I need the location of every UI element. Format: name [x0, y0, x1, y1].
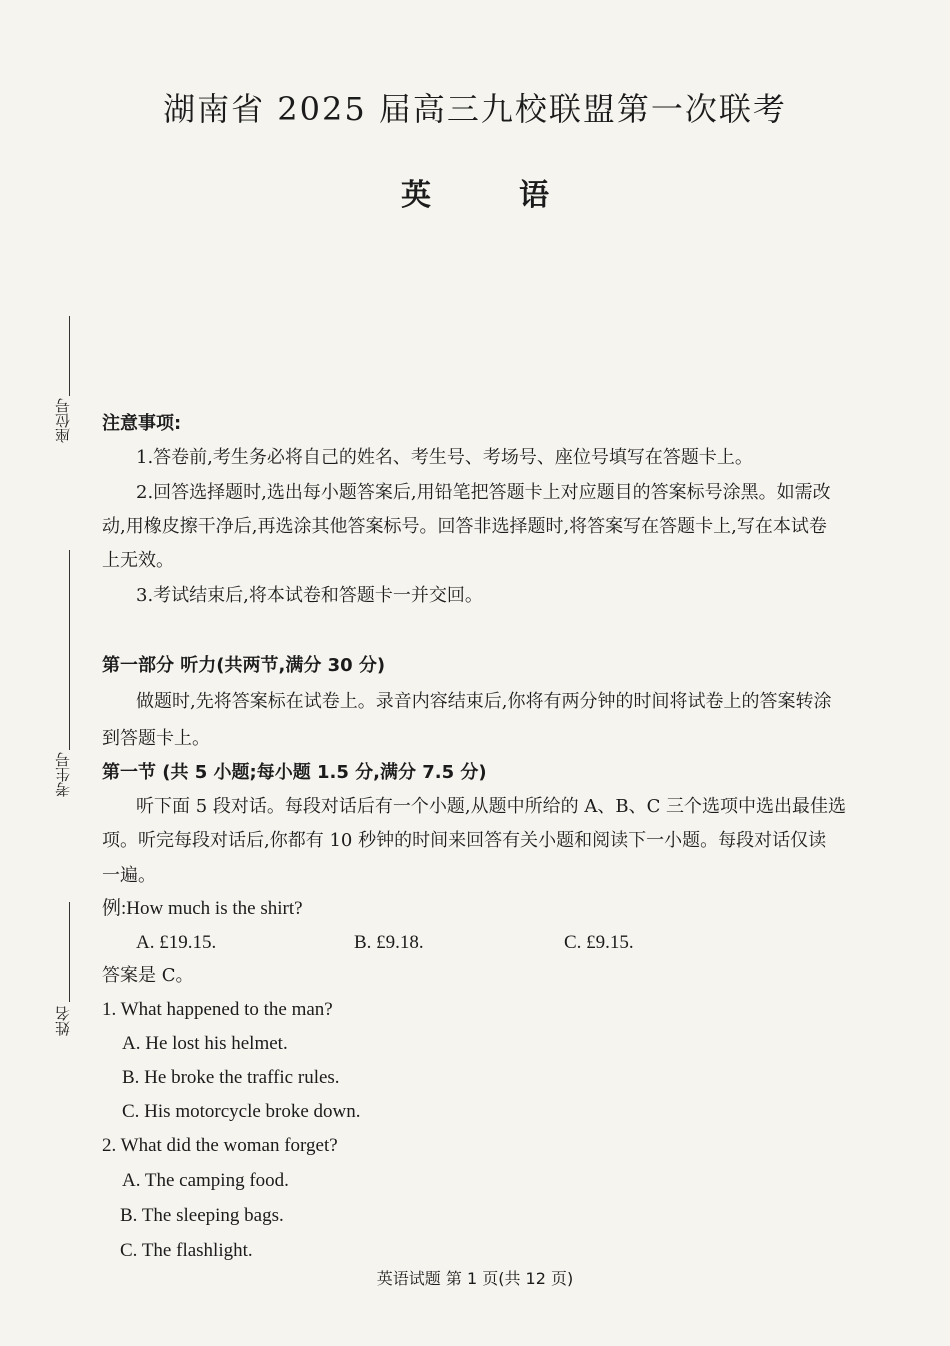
candidate-number-line: [69, 550, 70, 750]
question-2-option-c: C. The flashlight.: [120, 1240, 253, 1261]
part1-intro-line-1: 做题时,先将答案标在试卷上。录音内容结束后,你将有两分钟的时间将试卷上的答案转涂: [136, 691, 832, 712]
candidate-number-label: 考生号: [54, 752, 72, 797]
question-1-option-a: A. He lost his helmet.: [122, 1033, 288, 1054]
notice-item-1: 1.答卷前,考生务必将自己的姓名、考生号、考场号、座位号填写在答题卡上。: [136, 447, 753, 468]
part1-heading: 第一部分 听力(共两节,满分 30 分): [102, 655, 386, 676]
section1-intro-line-1: 听下面 5 段对话。每段对话后有一个小题,从题中所给的 A、B、C 三个选项中选出最佳选: [136, 796, 847, 817]
notice-heading: 注意事项:: [102, 413, 182, 434]
seat-number-line: [69, 316, 70, 396]
question-2-option-b: B. The sleeping bags.: [120, 1205, 284, 1226]
section1-intro-line-2: 项。听完每段对话后,你都有 10 秒钟的时间来回答有关小题和阅读下一小题。每段对话仅读: [102, 830, 827, 851]
subject-char-1: 英: [401, 178, 431, 213]
section1-intro-line-3: 一遍。: [102, 865, 156, 886]
question-1-option-c: C. His motorcycle broke down.: [122, 1101, 361, 1122]
example-question: 例:How much is the shirt?: [102, 898, 303, 919]
subject-char-2: 语: [519, 178, 549, 213]
notice-item-3: 3.考试结束后,将本试卷和答题卡一并交回。: [136, 585, 483, 606]
notice-item-2-line-2: 动,用橡皮擦干净后,再选涂其他答案标号。回答非选择题时,将答案写在答题卡上,写在本试卷: [102, 516, 827, 537]
name-line: [69, 902, 70, 1002]
notice-item-2-line-3: 上无效。: [102, 550, 174, 571]
subject-heading: [0, 170, 950, 214]
name-label: 姓名: [54, 1006, 72, 1036]
seat-number-label: 座位号: [54, 398, 72, 443]
example-option-b: B. £9.18.: [354, 932, 424, 953]
example-answer: 答案是 C。: [102, 965, 194, 986]
page-footer: 英语试题 第 1 页(共 12 页): [376, 1269, 574, 1288]
question-1-option-b: B. He broke the traffic rules.: [122, 1067, 340, 1088]
section1-heading: 第一节 (共 5 小题;每小题 1.5 分,满分 7.5 分): [102, 762, 487, 783]
question-2-option-a: A. The camping food.: [122, 1170, 289, 1191]
exam-title: 湖南省 2025 届高三九校联盟第一次联考: [163, 90, 787, 128]
part1-intro-line-2: 到答题卡上。: [102, 728, 210, 749]
question-2-stem: 2. What did the woman forget?: [102, 1135, 338, 1156]
example-option-a: A. £19.15.: [136, 932, 217, 953]
question-1-stem: 1. What happened to the man?: [102, 999, 333, 1020]
notice-item-2-line-1: 2.回答选择题时,选出每小题答案后,用铅笔把答题卡上对应题目的答案标号涂黑。如需改: [136, 482, 831, 503]
example-option-c: C. £9.15.: [564, 932, 634, 953]
